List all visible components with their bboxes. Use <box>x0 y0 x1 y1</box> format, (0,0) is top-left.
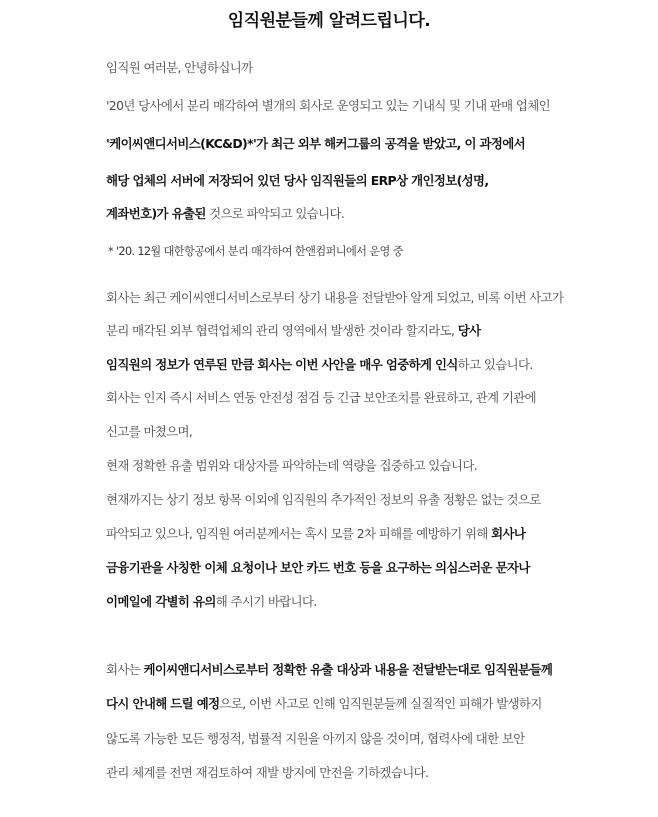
paragraph-line <box>106 662 552 678</box>
text-segment: 해 주시기 바랍니다. <box>215 594 317 609</box>
text-segment: 하고 있습니다. <box>457 357 533 372</box>
page-title: 임직원분들께 알려드립니다. <box>227 11 431 31</box>
paragraph-line <box>106 560 530 576</box>
text-segment: 현재까지는 상기 정보 항목 이외에 임직원의 추가적인 정보의 유출 정황은 없는 것으로 <box>106 492 541 507</box>
text-segment: 않도록 가능한 모든 행정적, 법률적 지원을 아끼지 않을 것이며, 협력사에 대한 보안 <box>106 731 525 746</box>
paragraph-line <box>106 98 550 114</box>
paragraph-line <box>106 458 477 474</box>
emphasized-text: 이메일에 각별히 유의 <box>106 594 216 609</box>
paragraph-line <box>106 765 428 781</box>
paragraph-line <box>106 390 536 406</box>
text-segment: 분리 매각된 외부 협력업체의 관리 영역에서 발생한 것이라 할지라도, <box>106 323 458 338</box>
emphasized-text: '케이씨앤디서비스(KC&D)*'가 최근 외부 해커그룹의 공격을 받았고, 이 과정에서 <box>106 136 526 151</box>
emphasized-text: 금융기관을 사칭한 이체 요청이나 보안 카드 번호 등을 요구하는 의심스러운 문자나 <box>106 560 530 575</box>
paragraph-line <box>106 323 480 339</box>
text-segment: 회사는 <box>106 662 144 677</box>
emphasized-text: 계좌번호)가 유출된 <box>106 206 206 221</box>
paragraph-line <box>106 424 192 440</box>
emphasized-text: 당사 <box>457 323 481 338</box>
text-segment: 파악되고 있으나, 임직원 여러분께서는 혹시 모를 2차 피해를 예방하기 위해 <box>106 526 492 541</box>
text-segment: 임직원 여러분, 안녕하십니까 <box>106 60 253 75</box>
emphasized-text: 임직원의 정보가 연루된 만큼 회사는 이번 사안을 매우 엄중하게 인식 <box>106 357 458 372</box>
paragraph-line <box>106 357 533 373</box>
text-segment: 신고를 마쳤으며, <box>106 424 193 439</box>
text-segment: 관리 체계를 전면 재검토하여 재발 방지에 만전을 기하겠습니다. <box>106 765 429 780</box>
text-segment: 회사는 최근 케이씨앤디서비스로부터 상기 내용을 전달받아 알게 되었고, 비록 이번 사고가 <box>106 290 564 305</box>
paragraph-line <box>106 290 563 306</box>
text-segment: 회사는 인지 즉시 서비스 연동 안전성 점검 등 긴급 보안조치를 완료하고, 관계 기관에 <box>106 390 536 405</box>
paragraph-line <box>106 206 344 222</box>
paragraph-line <box>106 173 489 189</box>
paragraph-line <box>106 696 542 712</box>
paragraph-line <box>106 731 525 747</box>
paragraph-line <box>106 136 525 152</box>
emphasized-text: 다시 안내해 드릴 예정 <box>106 696 220 711</box>
emphasized-text: 케이씨앤디서비스로부터 정확한 유출 대상과 내용을 전달받는대로 임직원분들께 <box>143 662 553 677</box>
emphasized-text: 해당 업체의 서버에 저장되어 있던 당사 임직원들의 ERP상 개인정보(성명, <box>106 173 489 188</box>
text-segment: 것으로 파악되고 있습니다. <box>205 206 345 221</box>
paragraph-line <box>106 526 525 542</box>
paragraph-line <box>106 60 252 76</box>
text-segment: * '20. 12월 대한항공에서 분리 매각하여 한앤컴퍼니에서 운영 중 <box>108 245 403 258</box>
paragraph-line <box>106 594 317 610</box>
footnote <box>108 244 403 260</box>
text-segment: 현재 정확한 유출 범위와 대상자를 파악하는데 역량을 집중하고 있습니다. <box>106 458 478 473</box>
text-segment: '20년 당사에서 분리 매각하여 별개의 회사로 운영되고 있는 기내식 및 기내 판매 업체인 <box>106 98 550 113</box>
paragraph-line <box>106 492 541 508</box>
emphasized-text: 회사나 <box>491 526 526 541</box>
text-segment: 으로, 이번 사고로 인해 임직원분들께 실질적인 피해가 발생하지 <box>219 696 542 711</box>
